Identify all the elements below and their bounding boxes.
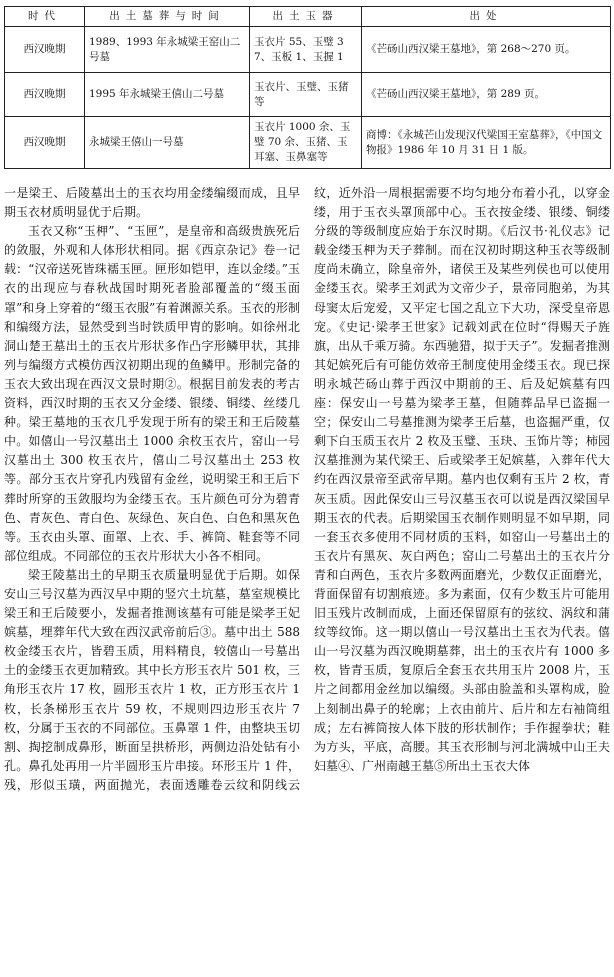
cell-source: 商博：《永城芒山发现汉代梁国王室墓葬》，《中国文物报》1986 年 10 月 31 日 1 版。 (362, 117, 611, 169)
header-era: 时代 (5, 7, 85, 27)
cell-jades: 玉衣片 1000 余、玉璧 70 余、玉猪、玉耳塞、玉鼻塞等 (250, 117, 362, 169)
cell-source: 《芒砀山西汉梁王墓地》，第 268～270 页。 (362, 27, 611, 73)
cell-tomb: 1989、1993 年永城梁王窑山二号墓 (85, 27, 250, 73)
table-row (5, 117, 611, 169)
paragraph: 一是梁王、后陵墓出土的玉衣均用金缕编缀而成，且早期玉衣材质明显优于后期。 (4, 186, 300, 220)
article-body (4, 184, 610, 974)
cell-era: 西汉晚期 (5, 117, 85, 169)
cell-tomb: 永城梁王僖山一号墓 (85, 117, 250, 169)
table-header-row (5, 7, 611, 27)
paragraph: 梁王陵墓出土的早期玉衣质量明显优于后期。如保安山三号汉墓为西汉早中期的竖穴土坑墓，墓室规模比梁王和王后陵要小，发掘者推测该墓有可能是梁孝王妃嫔墓，埋葬年代大致在西汉武帝前后③。墓中出土 588 枚金缕玉衣片，皆碧玉质，用料精良，较僖山一号墓出土的金缕玉衣更加精致。其中长方形玉衣片 501 枚，三角形玉衣片 17 枚，圆形玉衣片 1 枚，正方形玉衣片 1 枚，长条梯形玉衣片 59 枚，不规则四边形玉衣片 7 枚，分属于玉衣的不同部位。玉鼻罩 1 件，由整块玉切割、掏挖制成鼻形，断面呈拱桥形，两侧边沿处钻有小孔。鼻孔处再用一片半圆形玉片串接。环形玉片 1 件，残，形似玉璜，两面抛光，表面透雕卷云纹和阴线云纹，近外沿一周根据需要不均匀地分布着小孔，以穿金缕，用于玉衣头罩顶部中心。玉衣按金缕、银缕、铜缕分级的等级制度应始于东汉时期。《后汉书·礼仪志》记载金缕玉柙为天子葬制。而在汉初时期这种玉衣等级制度尚未确立，除皇帝外，诸侯王及某些列侯也可以使用金缕玉衣。梁孝王刘武为文帝少子，景帝同胞弟，为其母窦太后宠爱，又平定七国之乱立下大功，深受皇帝恩宠。《史记·梁孝王世家》记载刘武在位时“得赐天子旌旗，出从千乘万骑。东西驰猎，拟于天子”。发掘者推测其妃嫔死后有可能仿效帝王制度使用金缕玉衣。现已探明永城芒砀山葬于西汉中期前的王、后及妃嫔墓有四座：保安山一号墓为梁孝王墓，但随葬品早已盗掘一空；保安山二号墓推测为梁孝王后墓，也盗掘严重，仅剩下白玉质玉衣片 2 枚及玉璧、玉玦、玉饰片等；柿园汉墓推测为某代梁王、后或梁孝王妃嫔墓，入葬年代大约在西汉景帝至武帝早期。墓内也仅剩有玉片 2 枚，青灰玉质。因此保安山三号汉墓玉衣可以说是西汉梁国早期玉衣的代表。后期梁国玉衣制作则明显不如早期，同一套玉衣多使用不同材质的玉料，如窑山一号墓出土的玉衣片有黑灰、灰白两色；窑山二号墓出土的玉衣片分青和白两色，玉衣片多数两面磨光，少数仅正面磨光，背面保留有切割痕迹。多为素面，仅有少数玉片可能用旧玉残片改制而成，上面还保留原有的弦纹、涡纹和蒲纹等纹饰。这一期以僖山一号汉墓出土玉衣为代表。僖山一号汉墓为西汉晚期墓葬，出土的玉衣片有 1000 多枚，皆青玉质，复原后全套玉衣共用玉片 2008 片，玉片之间都用金丝加以编缀。头部由脸盖和头罩构成，脸上刻制出鼻子的轮廓；上衣由前片、后片和左右袖筒组成；左右裤筒按人体下肢的形状制作；手作握拳状；鞋为方头，平底，高腰。其玉衣形制与河北满城中山王夫妇墓④、广州南越王墓⑤所出土玉衣大体 (4, 186, 610, 792)
cell-tomb: 1995 年永城梁王僖山二号墓 (85, 73, 250, 117)
cell-source: 《芒砀山西汉梁王墓地》，第 289 页。 (362, 73, 611, 117)
jade-finds-table (4, 6, 611, 169)
cell-jades: 玉衣片、玉璧、玉猪等 (250, 73, 362, 117)
cell-jades: 玉衣片 55、玉璧 37、玉板 1、玉握 1 (250, 27, 362, 73)
table-row (5, 73, 611, 117)
cell-era: 西汉晚期 (5, 27, 85, 73)
table-row (5, 27, 611, 73)
paragraph: 玉衣又称“玉柙”、“玉匣”，是皇帝和高级贵族死后的敛服，外观和人体形状相同。据《西京杂记》卷一记载：“汉帝送死皆珠襦玉匣。匣形如铠甲，连以金缕。”玉衣的出现应与春秋战国时期死者脸部覆盖的“缀玉面罩”和身上穿着的“缀玉衣服”有着渊源关系。玉衣的形制和编缀方法，显然受到当时铁质甲胄的影响。如徐州北洞山楚王墓出土的玉衣片形状多作凸字形鳞甲状，其排列与编缀方式模仿西汉初期出现的鱼鳞甲。形制完备的玉衣大致出现在西汉文景时期②。根据目前发表的考古资料，西汉时期的玉衣又分金缕、银缕、铜缕、丝缕几种。梁王墓地的玉衣几乎发现于所有的梁王和王后陵墓中。如僖山一号汉墓出土 1000 余枚玉衣片，窑山一号汉墓出土 300 枚玉衣片，僖山二号汉墓出土 253 枚等。部分玉衣片穿孔内残留有金丝，说明梁王和王后下葬时所穿的玉敛服均为金缕玉衣。玉片颜色可分为碧青色、青灰色、青白色、灰绿色、灰白色、白色和黑灰色等。玉衣由头罩、面罩、上衣、手、裤筒、鞋套等不同部位组成。不同部位的玉衣片形状大小各不相同。 (4, 224, 300, 563)
header-tomb: 出土墓葬与时间 (85, 7, 250, 27)
header-source: 出处 (362, 7, 611, 27)
header-jades: 出土玉器 (250, 7, 362, 27)
cell-era: 西汉晚期 (5, 73, 85, 117)
